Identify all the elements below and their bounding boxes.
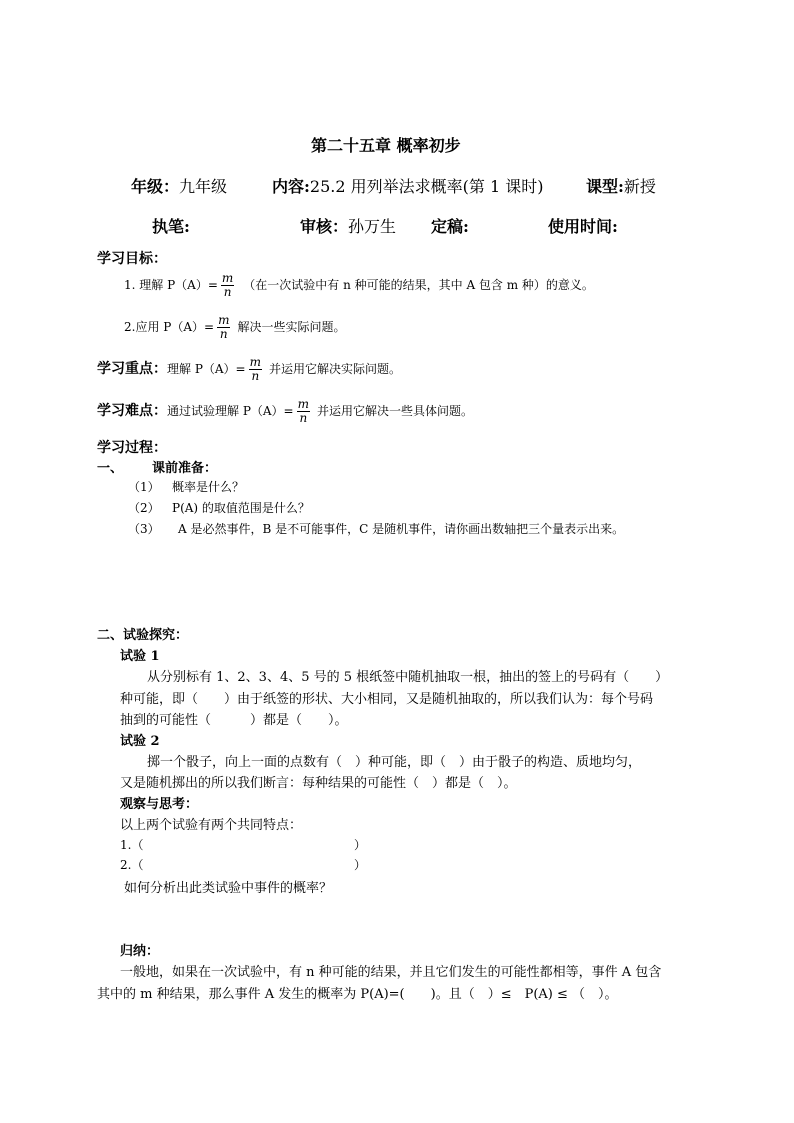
formula-fraction (297, 398, 310, 425)
analysis-question: 如何分析出此类试验中事件的概率？ (124, 881, 333, 896)
fraction-numerator: m (221, 271, 234, 285)
question-2-number: （2） (128, 501, 160, 515)
summary-line-2: 其中的 m 种结果，那么事件 A 发生的概率为 P(A)=( )。且（ ）≤ P(A) ≤ （ ）。 (97, 987, 618, 1002)
formula-fraction (249, 356, 262, 383)
fraction-denominator: n (223, 285, 232, 299)
fraction-numerator: m (249, 355, 262, 369)
process-heading: 学习过程： (97, 440, 167, 456)
content-label: 内容: (272, 177, 310, 196)
question-3-number: （3） (128, 522, 160, 536)
lesson-type-info (586, 174, 656, 197)
formula-fraction (217, 314, 230, 341)
content-value: 25.2 用列举法求概率(第 1 课时) (309, 177, 544, 196)
summary-heading: 归纳： (120, 944, 160, 959)
experiment-1-line-3: 抽到的可能性（ ）都是（ ）。 (120, 713, 348, 728)
focus-line (97, 356, 401, 383)
focus-prefix: 理解 P（A）= (167, 362, 246, 376)
goals-heading: 学习目标： (97, 251, 167, 267)
fraction-denominator: n (251, 369, 260, 383)
question-1-number: （1） (128, 480, 160, 494)
goal-2-suffix: 解决一些实际问题。 (237, 320, 346, 334)
question-1-text: 概率是什么？ (172, 480, 245, 494)
review-value: 孙万生 (348, 217, 397, 236)
lesson-type-value: 新授 (623, 177, 656, 196)
point-1-close: ） (354, 838, 367, 852)
page-title: 第二十五章 概率初步 (311, 136, 461, 155)
goal-2-prefix: 2.应用 P（A）= (124, 320, 215, 334)
grade-info (131, 174, 227, 197)
goal-item-2 (124, 314, 345, 341)
question-3-text: A 是必然事件，B 是不可能事件，C 是随机事件，请你画出数轴把三个量表示出来。 (178, 522, 625, 536)
section-1-title: 课前准备： (152, 461, 218, 476)
final-label: 定稿: (431, 217, 469, 236)
point-1-open: 1.（ (120, 838, 144, 852)
focus-suffix: 并运用它解决实际问题。 (269, 362, 402, 376)
difficulty-prefix: 通过试验理解 P（A）= (167, 404, 294, 418)
fraction-denominator: n (219, 327, 228, 341)
time-label: 使用时间: (548, 217, 618, 236)
focus-heading: 学习重点： (97, 361, 167, 377)
difficulty-suffix: 并运用它解决一些具体问题。 (317, 404, 474, 418)
point-2-close: ） (354, 858, 367, 872)
experiment-2-line-2: 又是随机掷出的所以我们断言：每种结果的可能性（ ）都是（ ）。 (120, 776, 517, 791)
difficulty-heading: 学习难点： (97, 403, 167, 419)
content-info (272, 174, 543, 197)
goal-1-suffix: （在一次试验中有 n 种可能的结果，其中 A 包含 m 种）的意义。 (243, 278, 594, 292)
grade-label: 年级： (131, 177, 180, 196)
question-2-text: P(A) 的取值范围是什么？ (172, 501, 310, 515)
fraction-numerator: m (297, 397, 310, 411)
experiment-2-line-1: 掷一个骰子，向上一面的点数有（ ）种可能，即（ ）由于骰子的构造、质地均匀， (147, 755, 642, 770)
observe-line: 以上两个试验有两个共同特点： (120, 818, 303, 833)
experiment-1-title: 试验 1 (120, 649, 160, 664)
formula-fraction (221, 272, 234, 299)
goal-1-prefix: 1. 理解 P（A）= (124, 278, 218, 292)
experiment-1-line-2: 种可能，即（ ）由于纸签的形状、大小相同，又是随机抽取的，所以我们认为：每个号码 (120, 692, 654, 707)
review-info (300, 214, 396, 237)
experiment-1-line-1: 从分别标有 1、2、3、4、5 号的 5 根纸签中随机抽取一根，抽出的签上的号码有（ ） (147, 670, 669, 685)
summary-line-1: 一般地，如果在一次试验中，有 n 种可能的结果，并且它们发生的可能性都相等，事件 A 包含 (120, 965, 662, 980)
lesson-type-label: 课型: (586, 177, 624, 196)
goal-item-1 (124, 272, 594, 299)
explore-heading: 二、试验探究： (97, 628, 189, 643)
point-2-open: 2.（ (120, 858, 144, 872)
difficulty-line (97, 398, 473, 425)
review-label: 审核： (300, 217, 349, 236)
grade-value: 九年级 (179, 177, 228, 196)
experiment-2-title: 试验 2 (120, 734, 160, 749)
fraction-denominator: n (299, 411, 308, 425)
writer-label: 执笔: (152, 217, 190, 236)
fraction-numerator: m (218, 313, 230, 327)
observe-title: 观察与思考： (120, 797, 199, 812)
section-1-number: 一、 (97, 461, 124, 476)
